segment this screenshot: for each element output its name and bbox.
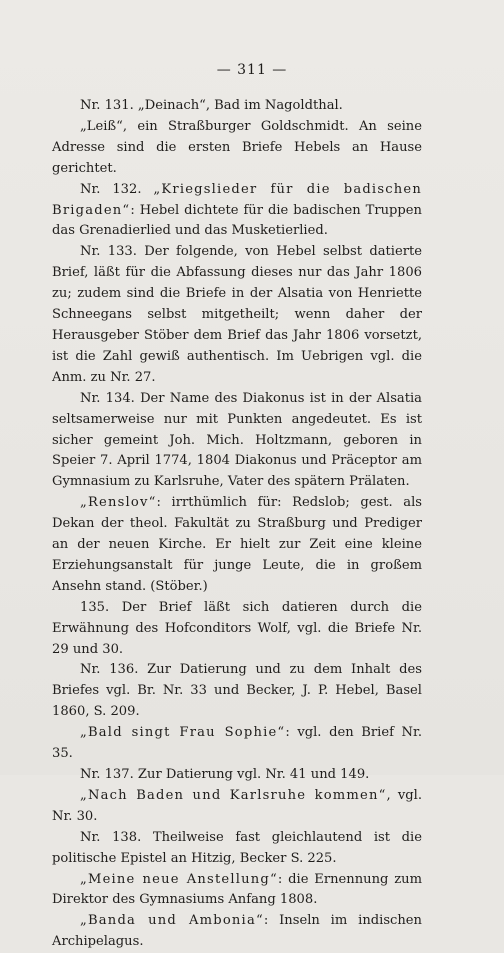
spaced-quote: „Banda und Ambonia“ <box>80 913 264 929</box>
paragraph-text: Nr. 136. Zur Datierung und zu dem Inhalt des Briefes vgl. Br. Nr. 33 und Becker, J. P. Hebel, Basel 1860, S. 209. <box>52 662 422 720</box>
paragraph <box>52 493 422 598</box>
paragraph <box>52 598 422 661</box>
paragraph-text: Nr. 131. „Deinach“, Bad im Nagoldthal. <box>80 98 343 113</box>
paragraph <box>52 242 422 388</box>
paragraph-text: Nr. 133. Der folgende, von Hebel selbst datierte Brief, läßt für die Abfassung dieses nur das Jahr 1806 zu; zudem sind die Briefe in der Alsatia von Henriette Schneegans selbst mitgetheilt; wenn daher der Herausgeber Stöber dem Brief das Jahr 1806 vorsetzt, ist die Zahl gewiß authentisch. Im Uebrigen vgl. die Anm. zu Nr. 27. <box>52 244 422 385</box>
paragraph <box>52 828 422 870</box>
spaced-quote: „Nach Baden und Karlsruhe kommen“ <box>80 787 387 803</box>
paragraph <box>52 870 422 912</box>
spaced-quote: „Kriegslieder für die badischen Brigaden“ <box>52 181 422 218</box>
paragraph <box>52 117 422 180</box>
paragraph <box>52 96 422 117</box>
paragraph-text: : vgl. den Brief Nr. 35. <box>52 725 422 762</box>
spaced-quote: „Renslov“ <box>80 495 157 511</box>
paragraph <box>52 723 422 765</box>
paragraph <box>52 786 422 828</box>
paragraph-text: „Leiß“, ein Straßburger Goldschmidt. An seine Adresse sind die ersten Briefe Hebels an Hause gerichtet. <box>52 118 422 176</box>
paragraph-text: : Hebel dichtete für die badischen Truppen das Grenadierlied und das Musketierlied. <box>52 202 422 239</box>
paragraph-text: Nr. 132. <box>80 181 154 197</box>
spaced-quote: „Bald singt Frau Sophie“ <box>80 725 286 741</box>
spaced-quote: „Meine neue Anstellung“ <box>80 871 278 887</box>
paragraph-text: Nr. 134. Der Name des Diakonus ist in der Alsatia seltsamerweise nur mit Punkten angedeutet. Es ist sicher gemeint Joh. Mich. Holtzmann, geboren in Speier 7. April 1774, 1804 Diakonus und Präceptor am Gymnasium zu Karlsruhe, Vater des spätern Prälaten. <box>52 390 422 490</box>
paragraph-text: 135. Der Brief läßt sich datieren durch die Erwähnung des Hofconditors Wolf, vgl. die Briefe Nr. 29 und 30. <box>52 599 422 657</box>
paragraph <box>52 180 422 243</box>
paragraph-text: : die Ernennung zum Direktor des Gymnasiums Anfang 1808. <box>52 871 422 908</box>
paragraph <box>52 911 422 953</box>
paragraph-text: : Inseln im indischen Archipelagus. <box>52 913 422 950</box>
page-number: — 311 — <box>216 62 288 78</box>
paragraph <box>52 660 422 723</box>
annotation-text-block <box>52 96 422 953</box>
paragraph-text: , vgl. Nr. 30. <box>52 787 422 824</box>
paragraph-text: Nr. 137. Zur Datierung vgl. Nr. 41 und 149. <box>80 767 370 782</box>
paragraph-text: : irrthümlich für: Redslob; gest. als Dekan der theol. Fakultät zu Straßburg und Prediger an der neuen Kirche. Er hielt zur Zeit eine kleine Erziehungsanstalt für junge Leute, die in großem Ansehn stand. (Stöber.) <box>52 495 422 594</box>
paragraph <box>52 389 422 494</box>
paragraph-text: Nr. 138. Theilweise fast gleichlautend ist die politische Epistel an Hitzig, Becker S. 225. <box>52 829 422 866</box>
paragraph <box>52 765 422 786</box>
